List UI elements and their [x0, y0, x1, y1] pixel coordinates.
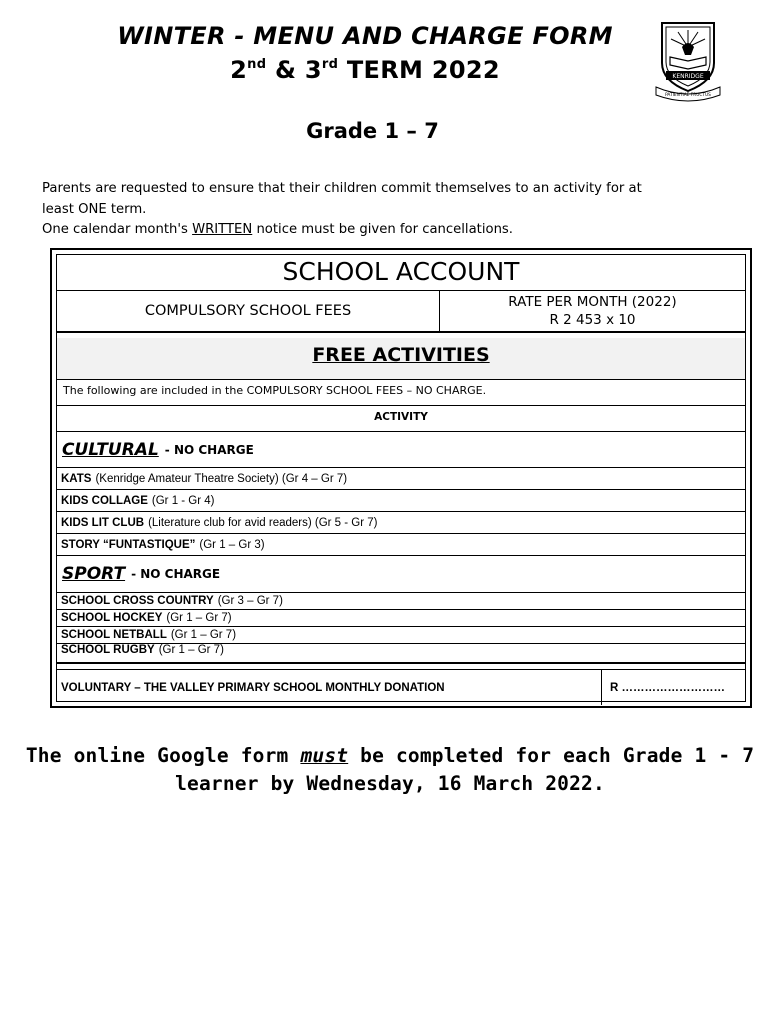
sport-heading: SPORT	[62, 564, 126, 584]
school-account-table	[50, 248, 752, 708]
activity-row: SCHOOL NETBALL (Gr 1 – Gr 7)	[57, 627, 745, 644]
activity-row: SCHOOL CROSS COUNTRY (Gr 3 – Gr 7)	[57, 593, 745, 610]
activity-row: SCHOOL RUGBY (Gr 1 – Gr 7)	[57, 644, 745, 664]
crest-motto: PATIENTIAE FRUCTUS	[665, 93, 711, 98]
activity-row: KATS (Kenridge Amateur Theatre Society) (Gr 4 – Gr 7)	[57, 468, 745, 490]
activity-row: KIDS COLLAGE (Gr 1 - Gr 4)	[57, 490, 745, 512]
rate-per-month: RATE PER MONTH (2022) R 2 453 x 10	[508, 294, 677, 328]
intro-line-1: Parents are requested to ensure that their children commit themselves to an activity for at	[42, 181, 642, 196]
cultural-heading: CULTURAL	[62, 439, 159, 460]
activity-row: STORY “FUNTASTIQUE” (Gr 1 – Gr 3)	[57, 534, 745, 556]
school-account-title: SCHOOL ACCOUNT	[57, 255, 745, 291]
form-title: WINTER - MENU AND CHARGE FORM	[117, 22, 613, 50]
grade-heading: Grade 1 – 7	[306, 119, 439, 143]
activity-column-header: ACTIVITY	[57, 406, 745, 432]
donation-amount-field[interactable]: R ………………………	[610, 681, 725, 694]
fees-included-note: The following are included in the COMPULSORY SCHOOL FEES – NO CHARGE.	[57, 380, 745, 406]
footer-instruction: The online Google form must be completed for each Grade 1 - 7 learner by Wednesday, 16 March 2022.	[25, 744, 755, 795]
intro-line-3: One calendar month's WRITTEN notice must be given for cancellations.	[42, 222, 513, 237]
compulsory-fees-label: COMPULSORY SCHOOL FEES	[57, 291, 440, 331]
term-subtitle: 2nd & 3rd TERM 2022	[230, 56, 500, 84]
crest-label: KENRIDGE	[672, 73, 704, 80]
activity-row: KIDS LIT CLUB (Literature club for avid readers) (Gr 5 - Gr 7)	[57, 512, 745, 534]
voluntary-donation-row	[57, 669, 745, 705]
free-activities-heading: FREE ACTIVITIES	[57, 338, 745, 380]
sport-heading-row: SPORT - NO CHARGE	[57, 556, 745, 593]
intro-notice	[42, 179, 752, 241]
activity-row: SCHOOL HOCKEY (Gr 1 – Gr 7)	[57, 610, 745, 627]
cultural-heading-row: CULTURAL - NO CHARGE	[57, 432, 745, 468]
fees-row	[57, 291, 745, 333]
intro-line-2: least ONE term.	[42, 201, 147, 217]
voluntary-donation-label: VOLUNTARY – THE VALLEY PRIMARY SCHOOL MONTHLY DONATION	[57, 670, 602, 705]
school-crest-logo	[654, 17, 722, 103]
